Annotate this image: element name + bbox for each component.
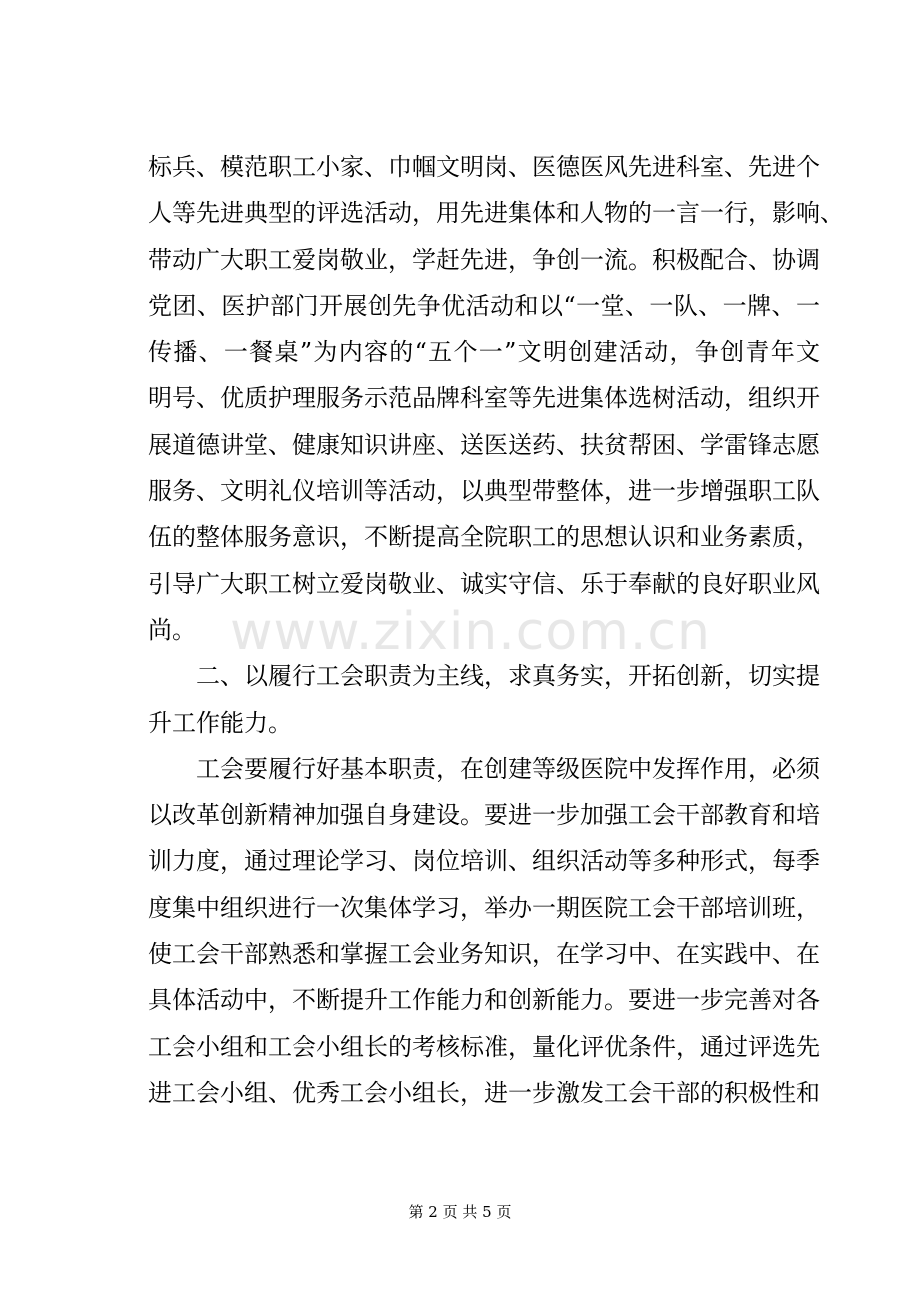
text-line: 带动广大职工爱岗敬业，学赶先进，争创一流。积极配合、协调 (148, 245, 820, 274)
text-line: 人等先进典型的评选活动，用先进集体和人物的一言一行，影响、 (148, 199, 844, 228)
text-line: 伍的整体服务意识，不断提高全院职工的思想认识和业务素质， (148, 523, 820, 552)
document-body (148, 144, 844, 1116)
text-line: 标兵、模范职工小家、巾帼文明岗、医德医风先进科室、先进个 (148, 153, 820, 181)
text-line: 引导广大职工树立爱岗敬业、诚实守信、乐于奉献的良好职业风 (148, 569, 820, 598)
text-line: 具体活动中，不断提升工作能力和创新能力。要进一步完善对各 (148, 986, 820, 1015)
text-line: 传播、一餐桌”为内容的“五个一”文明创建活动，争创青年文 (148, 338, 820, 367)
section-heading-line: 二、以履行工会职责为主线，求真务实，开拓创新，切实提 (196, 662, 820, 691)
text-line: 进工会小组、优秀工会小组长，进一步激发工会干部的积极性和 (148, 1078, 820, 1107)
watermark: www.zixin.com.cn (230, 602, 711, 662)
text-line: 工会小组和工会小组长的考核标准，量化评优条件，通过评选先 (148, 1032, 820, 1061)
text-line: 展道德讲堂、健康知识讲座、送医送药、扶贫帮困、学雷锋志愿 (148, 430, 820, 459)
page-footer: 第 2 页 共 5 页 (408, 1203, 512, 1221)
section-heading-line: 升工作能力。 (148, 708, 292, 737)
text-line: 训力度，通过理论学习、岗位培训、组织活动等多种形式，每季 (148, 847, 820, 876)
text-line: 以改革创新精神加强自身建设。要进一步加强工会干部教育和培 (148, 801, 820, 830)
text-line: 党团、医护部门开展创先争优活动和以“一堂、一队、一牌、一 (148, 291, 820, 320)
paragraph-first-line: 工会要履行好基本职责，在创建等级医院中发挥作用，必须 (196, 754, 820, 783)
text-line: 明号、优质护理服务示范品牌科室等先进集体选树活动，组织开 (148, 384, 820, 413)
text-line: 服务、文明礼仪培训等活动，以典型带整体，进一步增强职工队 (148, 477, 820, 506)
text-line: 度集中组织进行一次集体学习，举办一期医院工会干部培训班， (148, 893, 820, 922)
text-line: 尚。 (148, 615, 196, 644)
text-line: 使工会干部熟悉和掌握工会业务知识，在学习中、在实践中、在 (148, 940, 820, 969)
